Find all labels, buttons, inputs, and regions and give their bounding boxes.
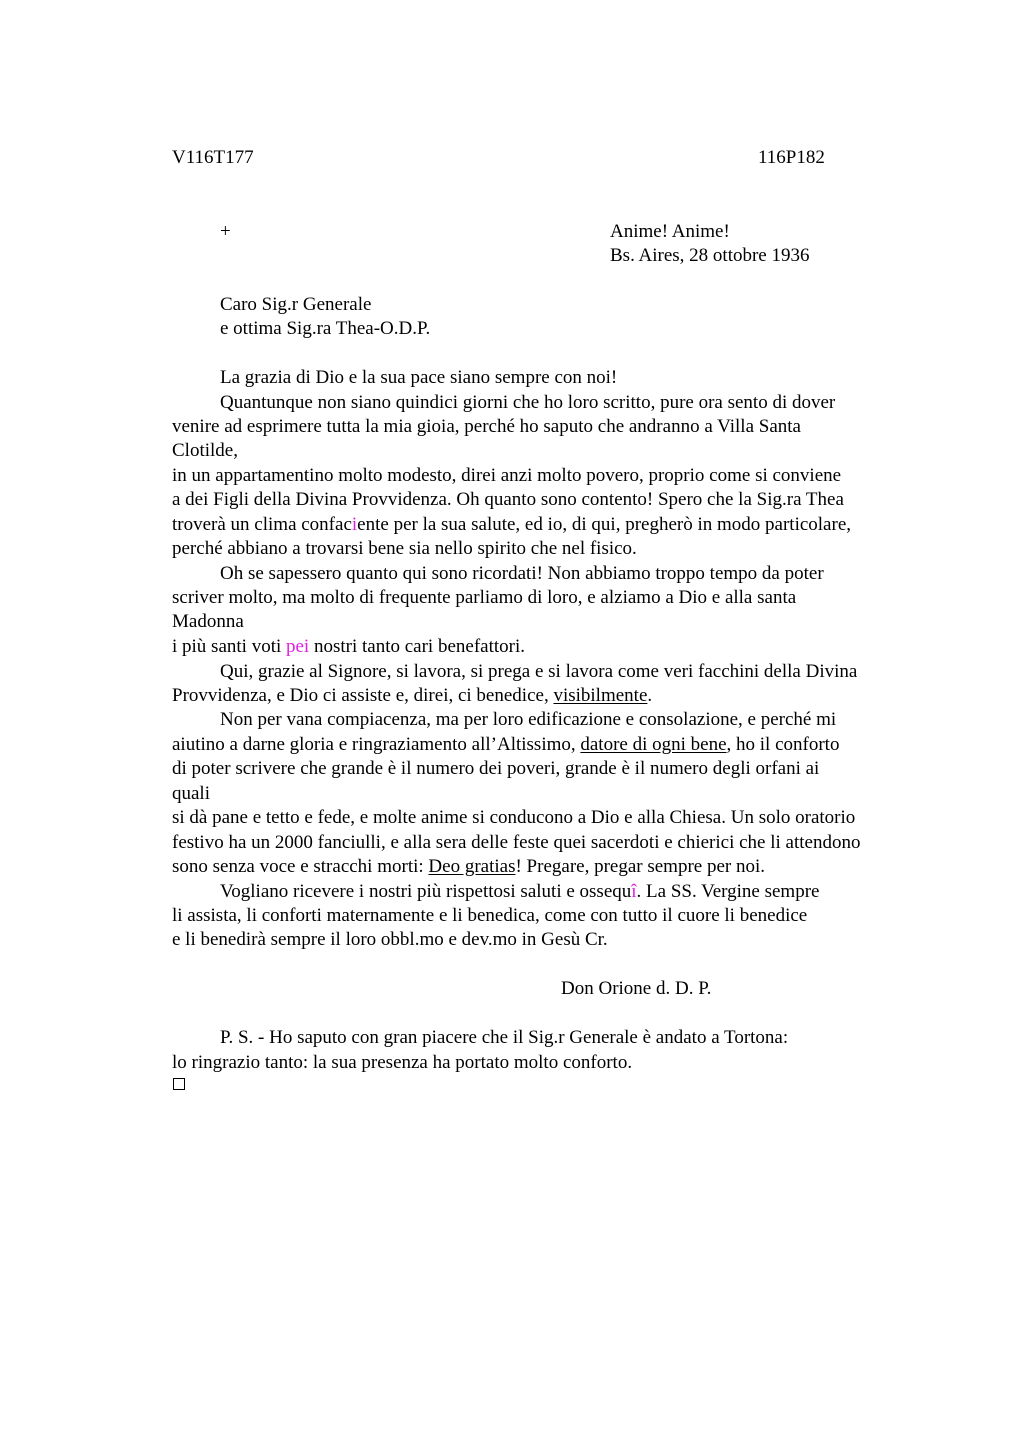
body-line: quali bbox=[172, 783, 210, 804]
body-line: La grazia di Dio e la sua pace siano sempre con noi! bbox=[220, 367, 618, 388]
body-line: perché abbiano a trovarsi bene sia nello spirito che nel fisico. bbox=[172, 538, 637, 559]
body-text: Vogliano ricevere i nostri più rispettosi saluti e ossequ bbox=[220, 881, 632, 902]
body-line: di poter scrivere che grande è il numero dei poveri, grande è il numero degli orfani ai bbox=[172, 758, 820, 779]
body-line bbox=[172, 855, 765, 879]
highlighted-word: pei bbox=[286, 636, 310, 657]
signature: Don Orione d. D. P. bbox=[561, 978, 712, 999]
body-text: sono senza voce e stracchi morti: bbox=[172, 856, 429, 877]
body-text: ! Pregare, pregar sempre per noi. bbox=[515, 856, 766, 877]
body-text: , ho il conforto bbox=[726, 734, 840, 755]
body-line: si dà pane e tetto e fede, e molte anime si conducono a Dio e alla Chiesa. Un solo oratorio bbox=[172, 807, 856, 828]
body-line bbox=[172, 684, 652, 708]
document-code-left: V116T177 bbox=[172, 147, 254, 168]
body-text: i più santi voti bbox=[172, 636, 286, 657]
body-line bbox=[172, 635, 525, 659]
postscript-line-2: lo ringrazio tanto: la sua presenza ha portato molto conforto. bbox=[172, 1052, 633, 1073]
body-text: troverà un clima confac bbox=[172, 514, 352, 535]
body-line bbox=[172, 733, 839, 757]
body-text: . bbox=[647, 685, 653, 706]
body-line: festivo ha un 2000 fanciulli, e alla sera delle feste quei sacerdoti e chierici che li attendono bbox=[172, 832, 861, 853]
highlighted-letter: î bbox=[631, 881, 637, 902]
body-line: in un appartamentino molto modesto, direi anzi molto povero, proprio come si conviene bbox=[172, 465, 842, 486]
cross-mark: + bbox=[220, 221, 231, 242]
body-line: Non per vana compiacenza, ma per loro edificazione e consolazione, e perché mi bbox=[220, 709, 837, 730]
postscript-line-1: P. S. - Ho saputo con gran piacere che il Sig.r Generale è andato a Tortona: bbox=[220, 1027, 789, 1048]
body-line: venire ad esprimere tutta la mia gioia, perché ho saputo che andranno a Villa Santa bbox=[172, 416, 801, 437]
body-line bbox=[220, 880, 819, 904]
body-text: ente per la sua salute, ed io, di qui, pregherò in modo particolare, bbox=[357, 514, 852, 535]
body-line bbox=[172, 513, 851, 537]
highlighted-letter: i bbox=[351, 514, 358, 535]
body-line: li assista, li conforti maternamente e li benedica, come con tutto il cuore li benedice bbox=[172, 905, 808, 926]
end-square-icon bbox=[173, 1078, 185, 1090]
document-code-right: 116P182 bbox=[758, 147, 825, 168]
body-line: scriver molto, ma molto di frequente parliamo di loro, e alziamo a Dio e alla santa bbox=[172, 587, 797, 608]
body-text: aiutino a darne gloria e ringraziamento all’Altissimo, bbox=[172, 734, 581, 755]
body-line: Madonna bbox=[172, 611, 244, 632]
body-line: a dei Figli della Divina Provvidenza. Oh quanto sono contento! Spero che la Sig.ra Thea bbox=[172, 489, 844, 510]
body-line: Quantunque non siano quindici giorni che ho loro scritto, pure ora sento di dover bbox=[220, 392, 836, 413]
underlined-word: visibilmente bbox=[553, 685, 648, 706]
body-text: . La SS. Vergine sempre bbox=[636, 881, 820, 902]
underlined-phrase: Deo gratias bbox=[428, 856, 516, 877]
body-line: e li benedirà sempre il loro obbl.mo e dev.mo in Gesù Cr. bbox=[172, 929, 608, 950]
place-date: Bs. Aires, 28 ottobre 1936 bbox=[610, 245, 810, 266]
salutation-line-1: Caro Sig.r Generale bbox=[220, 294, 372, 315]
salutation-line-2: e ottima Sig.ra Thea-O.D.P. bbox=[220, 318, 431, 339]
underlined-phrase: datore di ogni bene bbox=[580, 734, 727, 755]
body-text: Provvidenza, e Dio ci assiste e, direi, ci benedice, bbox=[172, 685, 554, 706]
body-line: Oh se sapessero quanto qui sono ricordati! Non abbiamo troppo tempo da poter bbox=[220, 563, 824, 584]
body-text: nostri tanto cari benefattori. bbox=[309, 636, 526, 657]
motto: Anime! Anime! bbox=[610, 221, 730, 242]
body-line: Clotilde, bbox=[172, 440, 238, 461]
body-line: Qui, grazie al Signore, si lavora, si prega e si lavora come veri facchini della Divina bbox=[220, 661, 858, 682]
